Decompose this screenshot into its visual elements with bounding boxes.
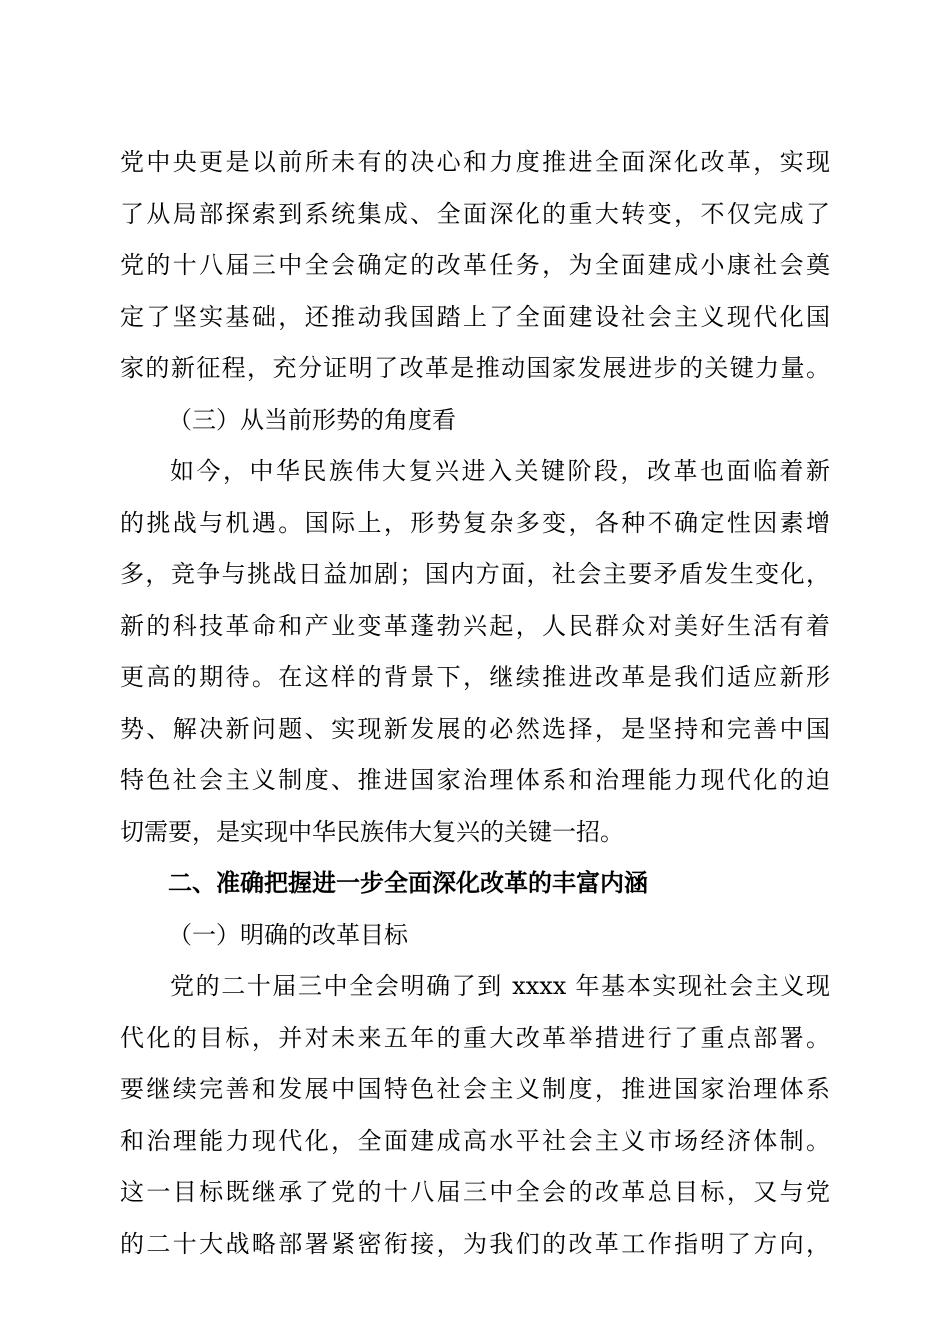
text-line: 了从局部探索到系统集成、全面深化的重大转变，不仅完成了 [120, 199, 830, 228]
text-line: 更高的期待。在这样的背景下，继续推进改革是我们适应新形 [120, 663, 830, 691]
paragraph-reform-goal [120, 961, 830, 1270]
subheading-reform-goal: （一）明确的改革目标 [168, 920, 408, 949]
text-line: 如今，中华民族伟大复兴进入关键阶段，改革也面临着新 [170, 457, 830, 485]
text-line: 和治理能力现代化，全面建成高水平社会主义市场经济体制。 [120, 1126, 830, 1155]
document-body [120, 137, 830, 1270]
text-line: 的挑战与机遇。国际上，形势复杂多变，各种不确定性因素增 [120, 508, 830, 537]
text-line: 党的二十届三中全会明确了到 xxxx 年基本实现社会主义现 [170, 972, 830, 1000]
text-line: 新的科技革命和产业变革蓬勃兴起，人民群众对美好生活有着 [120, 611, 830, 640]
section-heading-two: 二、准确把握进一步全面深化改革的丰富内涵 [168, 869, 648, 897]
text-line: 党中央更是以前所未有的决心和力度推进全面深化改革，实现 [120, 148, 830, 176]
text-line: 家的新征程，充分证明了改革是推动国家发展进步的关键力量。 [120, 354, 830, 382]
text-line: 切需要，是实现中华民族伟大复兴的关键一招。 [120, 817, 624, 846]
paragraph-current-situation [120, 446, 830, 858]
text-line: 特色社会主义制度、推进国家治理体系和治理能力现代化的迫 [120, 766, 830, 794]
text-line: 定了坚实基础，还推动我国踏上了全面建设社会主义现代化国 [120, 302, 830, 331]
text-line: 党的十八届三中全会确定的改革任务，为全面建成小康社会奠 [120, 251, 830, 279]
text-line: 多，竞争与挑战日益加剧；国内方面，社会主要矛盾发生变化， [120, 560, 830, 588]
text-line: 要继续完善和发展中国特色社会主义制度，推进国家治理体系 [120, 1075, 830, 1103]
subheading-current-situation: （三）从当前形势的角度看 [168, 405, 456, 434]
text-line: 的二十大战略部署紧密衔接，为我们的改革工作指明了方向， [120, 1229, 830, 1258]
paragraph-continued [120, 137, 830, 395]
text-line: 势、解决新问题、实现新发展的必然选择，是坚持和完善中国 [120, 714, 830, 743]
text-line: 代化的目标，并对未来五年的重大改革举措进行了重点部署。 [120, 1023, 830, 1052]
text-line: 这一目标既继承了党的十八届三中全会的改革总目标，又与党 [120, 1178, 830, 1206]
